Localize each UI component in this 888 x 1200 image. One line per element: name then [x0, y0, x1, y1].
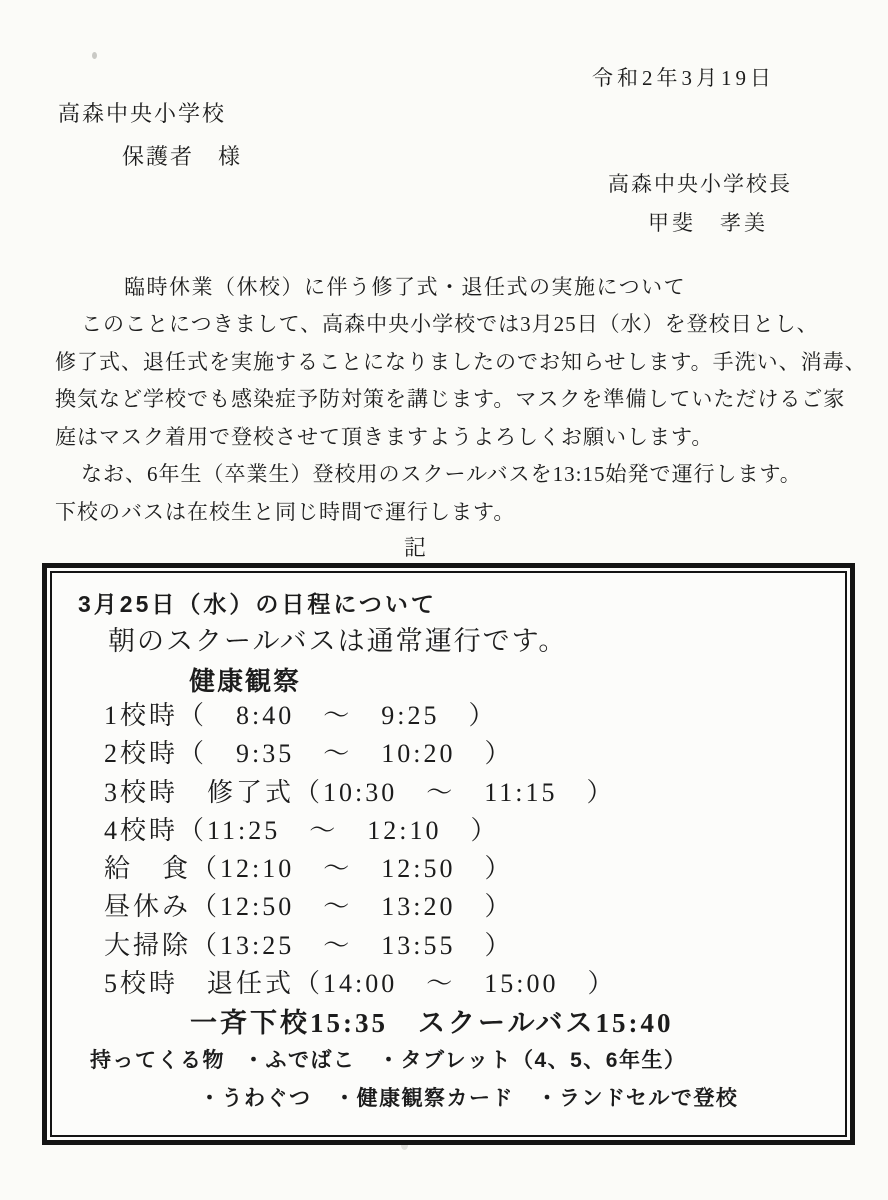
schedule-row: 5校時 退任式（14:00 ～ 15:00 ）: [104, 969, 617, 999]
dismissal-line: 一斉下校15:35 スクールバス15:40: [190, 1008, 674, 1038]
body-line: 庭はマスク着用で登校させて頂きますようよろしくお願いします。: [55, 424, 714, 449]
schedule-rows: [104, 699, 616, 1005]
body-paragraphs: [55, 306, 867, 531]
issue-date: 令和2年3月19日: [592, 66, 775, 90]
schedule-row: 1校時（ 8:40 ～ 9:25 ）: [104, 701, 498, 730]
subject-line: 臨時休業（休校）に伴う修了式・退任式の実施について: [124, 275, 687, 299]
bring-items-text1: ・ふでばこ ・タブレット（4、5、6年生）: [243, 1049, 687, 1072]
schedule-box: [42, 563, 855, 1145]
bring-items-label: 持ってくる物: [90, 1049, 225, 1072]
schedule-row: 2校時（ 9:35 ～ 10:20 ）: [104, 739, 514, 769]
scan-artifact: [92, 52, 97, 59]
addressee-recipient: 保護者 様: [122, 144, 243, 169]
addressee-school: 高森中央小学校: [58, 101, 227, 126]
body-line: 換気など学校でも感染症予防対策を講じます。マスクを準備していただけるご家: [55, 387, 846, 411]
schedule-row: 給 食（12:10 ～ 12:50 ）: [104, 854, 514, 884]
sender-title: 高森中央小学校長: [608, 172, 792, 196]
bus-note: 朝のスクールバスは通常運行です。: [108, 626, 568, 656]
schedule-row: 3校時 修了式（10:30 ～ 11:15 ）: [104, 777, 616, 807]
schedule-row: 4校時（11:25 ～ 12:10 ）: [104, 815, 500, 845]
schedule-heading: 3月25日（水）の日程について: [78, 591, 437, 617]
body-line: なお、6年生（卒業生）登校用のスクールバスを13:15始発で運行します。: [81, 462, 802, 486]
body-line: このことにつきまして、高森中央小学校では3月25日（水）を登校日とし、: [81, 312, 819, 336]
ki-marker: 記: [403, 535, 428, 560]
bring-items-line1: [90, 1044, 687, 1074]
schedule-row: 大掃除（13:25 ～ 13:55 ）: [104, 930, 514, 960]
first-activity: 健康観察: [189, 667, 302, 696]
schedule-box-inner: [50, 571, 847, 1137]
body-line: 修了式、退任式を実施することになりましたのでお知らせします。手洗い、消毒、: [55, 349, 867, 374]
body-line: 下校のバスは在校生と同じ時間で運行します。: [55, 499, 516, 524]
sender-name: 甲斐 孝美: [648, 211, 768, 235]
bring-items-line2: ・うわぐつ ・健康観察カード ・ランドセルで登校: [199, 1087, 739, 1110]
schedule-row: 昼休み（12:50 ～ 13:20 ）: [104, 892, 514, 922]
